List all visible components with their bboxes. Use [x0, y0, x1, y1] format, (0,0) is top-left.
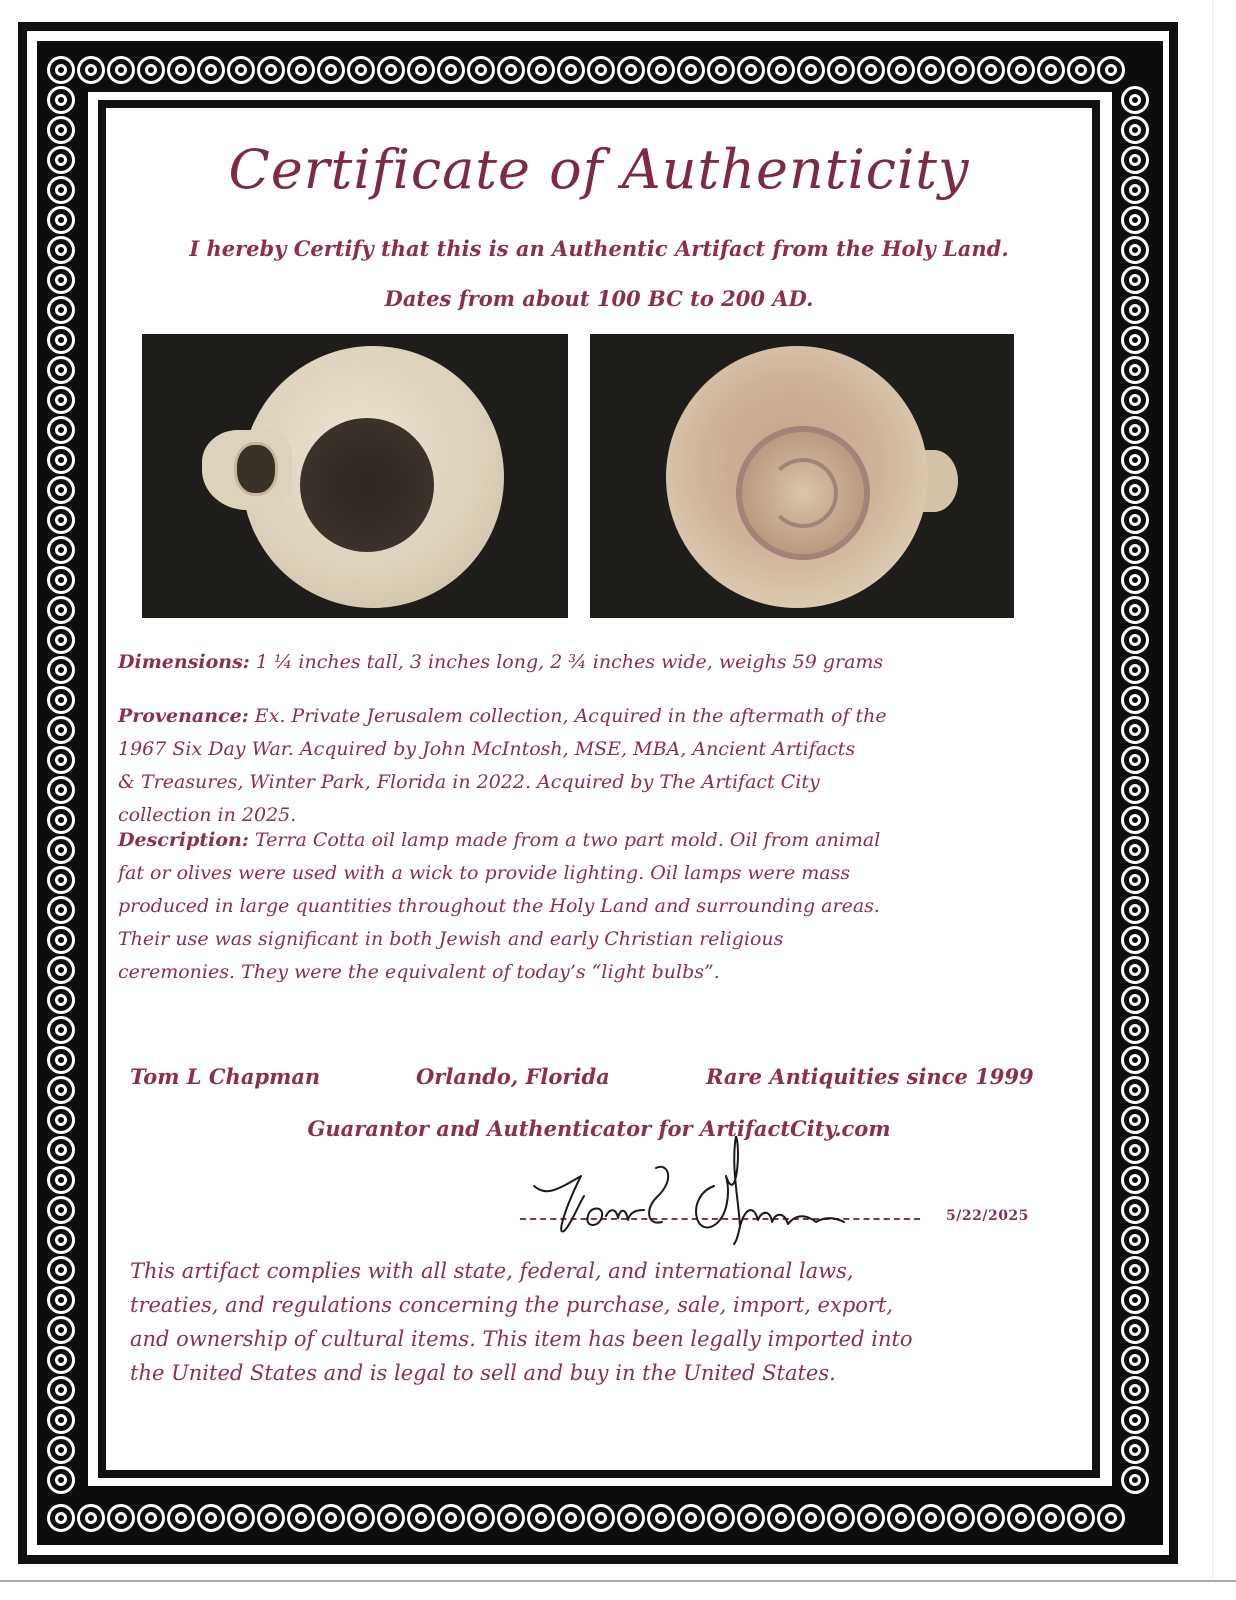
border-ring-icon: [1121, 356, 1149, 384]
border-ring-icon: [167, 56, 195, 84]
border-ring-icon: [887, 56, 915, 84]
border-ring-icon: [47, 536, 75, 564]
border-ring-icon: [1121, 1286, 1149, 1314]
border-ring-icon: [1121, 926, 1149, 954]
page-bottom-edge: [0, 1580, 1236, 1582]
border-ring-icon: [1007, 1504, 1035, 1532]
lamp-wick-hole-icon: [234, 442, 278, 496]
border-ring-icon: [227, 56, 255, 84]
border-ring-icon: [1121, 266, 1149, 294]
signer-since: Rare Antiquities since 1999: [706, 1064, 1034, 1089]
border-ring-icon: [737, 56, 765, 84]
border-ring-icon: [1121, 836, 1149, 864]
border-ring-icon: [797, 56, 825, 84]
border-ring-icon: [1121, 806, 1149, 834]
border-ring-icon: [1121, 1406, 1149, 1434]
border-ring-icon: [497, 1504, 525, 1532]
provenance-line: & Treasures, Winter Park, Florida in 2022. Acquired by The Artifact City: [118, 771, 820, 793]
signer-location: Orlando, Florida: [416, 1064, 610, 1089]
border-ring-icon: [1121, 146, 1149, 174]
border-ring-icon: [707, 56, 735, 84]
description-line: produced in large quantities throughout the Holy Land and surrounding areas.: [118, 895, 880, 917]
dimensions-label: Dimensions:: [118, 651, 250, 673]
border-ring-icon: [827, 1504, 855, 1532]
border-ring-icon: [47, 116, 75, 144]
border-ring-icon: [1121, 596, 1149, 624]
border-ring-icon: [617, 56, 645, 84]
border-ring-icon: [47, 926, 75, 954]
border-ring-icon: [47, 956, 75, 984]
border-ring-icon: [437, 1504, 465, 1532]
border-ring-icon: [47, 56, 75, 84]
border-ring-icon: [47, 716, 75, 744]
border-ring-icon: [347, 56, 375, 84]
border-ring-icon: [47, 806, 75, 834]
border-ring-icon: [857, 56, 885, 84]
border-ring-icon: [1121, 206, 1149, 234]
border-ring-icon: [1121, 1016, 1149, 1044]
border-ring-icon: [437, 56, 465, 84]
border-ring-icon: [1121, 506, 1149, 534]
border-ring-icon: [47, 1466, 75, 1494]
border-ring-icon: [647, 1504, 675, 1532]
border-ring-icon: [1121, 746, 1149, 774]
border-ring-icon: [47, 236, 75, 264]
border-ring-icon: [767, 1504, 795, 1532]
border-ring-icon: [767, 56, 795, 84]
border-ring-icon: [587, 56, 615, 84]
border-ring-icon: [197, 56, 225, 84]
compliance-line: the United States and is legal to sell and buy in the United States.: [130, 1361, 836, 1385]
provenance-line: Ex. Private Jerusalem collection, Acquired in the aftermath of the: [248, 705, 887, 727]
border-ring-icon: [47, 1046, 75, 1074]
border-ring-icon: [587, 1504, 615, 1532]
border-ring-icon: [317, 1504, 345, 1532]
border-ring-icon: [1121, 1136, 1149, 1164]
border-ring-icon: [1121, 1256, 1149, 1284]
border-ring-icon: [1121, 896, 1149, 924]
provenance-line: collection in 2025.: [118, 804, 297, 826]
border-ring-icon: [47, 836, 75, 864]
border-ring-icon: [1007, 56, 1035, 84]
border-ring-icon: [227, 1504, 255, 1532]
border-ring-icon: [47, 1196, 75, 1224]
border-ring-icon: [1121, 536, 1149, 564]
border-ring-icon: [617, 1504, 645, 1532]
description-line: fat or olives were used with a wick to provide lighting. Oil lamps were mass: [118, 862, 851, 884]
border-ring-icon: [467, 56, 495, 84]
handwritten-signature-icon: [526, 1136, 886, 1246]
border-ring-icon: [857, 1504, 885, 1532]
certificate-content: [106, 108, 1092, 1470]
border-rings-left: [46, 85, 76, 1495]
border-ring-icon: [1121, 956, 1149, 984]
description-section: [118, 824, 1048, 989]
border-ring-icon: [47, 1286, 75, 1314]
border-ring-icon: [47, 386, 75, 414]
border-ring-icon: [1121, 1196, 1149, 1224]
border-ring-icon: [1121, 626, 1149, 654]
border-ring-icon: [1121, 416, 1149, 444]
border-ring-icon: [47, 416, 75, 444]
page-right-edge: [1212, 0, 1213, 1580]
border-ring-icon: [107, 56, 135, 84]
border-ring-icon: [167, 1504, 195, 1532]
border-ring-icon: [677, 56, 705, 84]
border-ring-icon: [1121, 1166, 1149, 1194]
border-ring-icon: [977, 1504, 1005, 1532]
border-ring-icon: [407, 56, 435, 84]
border-ring-icon: [47, 1106, 75, 1134]
border-ring-icon: [47, 326, 75, 354]
dimensions-text: 1 ¼ inches tall, 3 inches long, 2 ¾ inches wide, weighs 59 grams: [249, 651, 884, 673]
border-ring-icon: [1121, 986, 1149, 1014]
border-ring-icon: [467, 1504, 495, 1532]
compliance-line: treaties, and regulations concerning the purchase, sale, import, export,: [130, 1293, 894, 1317]
signer-name: Tom L Chapman: [130, 1064, 321, 1089]
border-ring-icon: [47, 1316, 75, 1344]
border-ring-icon: [47, 686, 75, 714]
border-ring-icon: [407, 1504, 435, 1532]
border-ring-icon: [47, 1166, 75, 1194]
border-ring-icon: [287, 56, 315, 84]
compliance-line: and ownership of cultural items. This item has been legally imported into: [130, 1327, 913, 1351]
signature-date: 5/22/2025: [946, 1208, 1029, 1224]
border-ring-icon: [1121, 86, 1149, 114]
border-ring-icon: [1121, 476, 1149, 504]
border-ring-icon: [77, 1504, 105, 1532]
border-ring-icon: [1121, 386, 1149, 414]
border-ring-icon: [1121, 776, 1149, 804]
artifact-photo-bottom: [590, 334, 1014, 618]
provenance-section: [118, 700, 1048, 832]
border-ring-icon: [47, 476, 75, 504]
border-ring-icon: [1121, 716, 1149, 744]
border-ring-icon: [107, 1504, 135, 1532]
border-ring-icon: [1121, 1466, 1149, 1494]
border-ring-icon: [47, 1504, 75, 1532]
border-ring-icon: [47, 866, 75, 894]
border-ring-icon: [1121, 116, 1149, 144]
border-ring-icon: [47, 1406, 75, 1434]
border-ring-icon: [527, 56, 555, 84]
border-ring-icon: [47, 1136, 75, 1164]
lamp-spiral-mark-icon: [768, 458, 838, 528]
border-ring-icon: [977, 56, 1005, 84]
border-ring-icon: [47, 1376, 75, 1404]
border-ring-icon: [47, 1256, 75, 1284]
border-ring-icon: [1037, 1504, 1065, 1532]
border-ring-icon: [557, 56, 585, 84]
compliance-line: This artifact complies with all state, federal, and international laws,: [130, 1259, 854, 1283]
border-ring-icon: [887, 1504, 915, 1532]
border-ring-icon: [47, 86, 75, 114]
border-ring-icon: [1121, 1226, 1149, 1254]
border-ring-icon: [47, 206, 75, 234]
border-ring-icon: [197, 1504, 225, 1532]
border-ring-icon: [917, 1504, 945, 1532]
description-line: ceremonies. They were the equivalent of today’s “light bulbs”.: [118, 961, 720, 983]
border-ring-icon: [47, 656, 75, 684]
border-ring-icon: [377, 56, 405, 84]
border-ring-icon: [47, 776, 75, 804]
border-ring-icon: [1121, 566, 1149, 594]
border-ring-icon: [47, 986, 75, 1014]
border-ring-icon: [1067, 56, 1095, 84]
border-ring-icon: [47, 596, 75, 624]
border-ring-icon: [47, 266, 75, 294]
border-ring-icon: [47, 176, 75, 204]
border-ring-icon: [47, 896, 75, 924]
border-ring-icon: [287, 1504, 315, 1532]
provenance-label: Provenance:: [118, 705, 249, 727]
border-ring-icon: [47, 746, 75, 774]
border-ring-icon: [47, 1076, 75, 1104]
border-ring-icon: [47, 1226, 75, 1254]
border-ring-icon: [1097, 56, 1125, 84]
border-ring-icon: [377, 1504, 405, 1532]
lamp-filling-hole-icon: [300, 418, 434, 552]
compliance-statement: [130, 1254, 1070, 1390]
border-ring-icon: [1121, 446, 1149, 474]
border-ring-icon: [527, 1504, 555, 1532]
border-ring-icon: [77, 56, 105, 84]
border-ring-icon: [1121, 1376, 1149, 1404]
border-ring-icon: [47, 566, 75, 594]
border-ring-icon: [797, 1504, 825, 1532]
guarantor-statement: Guarantor and Authenticator for ArtifactCity.com: [307, 1116, 891, 1141]
border-ring-icon: [1121, 1046, 1149, 1074]
border-ring-icon: [317, 56, 345, 84]
border-rings-top: [46, 55, 1126, 85]
border-ring-icon: [47, 446, 75, 474]
border-ring-icon: [47, 356, 75, 384]
border-ring-icon: [1121, 686, 1149, 714]
border-rings-bottom: [46, 1503, 1126, 1533]
border-rings-right: [1120, 85, 1150, 1495]
border-ring-icon: [1121, 296, 1149, 324]
border-ring-icon: [1121, 1316, 1149, 1344]
border-ring-icon: [1037, 56, 1065, 84]
description-line: Terra Cotta oil lamp made from a two part mold. Oil from animal: [248, 829, 881, 851]
border-ring-icon: [257, 1504, 285, 1532]
border-ring-icon: [647, 56, 675, 84]
border-ring-icon: [707, 1504, 735, 1532]
date-range: Dates from about 100 BC to 200 AD.: [384, 286, 814, 311]
border-ring-icon: [47, 296, 75, 324]
border-ring-icon: [47, 506, 75, 534]
border-ring-icon: [1121, 866, 1149, 894]
border-ring-icon: [1097, 1504, 1125, 1532]
border-ring-icon: [1121, 1346, 1149, 1374]
dimensions-section: [118, 646, 1048, 679]
border-ring-icon: [737, 1504, 765, 1532]
border-ring-icon: [1121, 1106, 1149, 1134]
border-ring-icon: [1121, 176, 1149, 204]
border-ring-icon: [917, 56, 945, 84]
border-ring-icon: [827, 56, 855, 84]
border-ring-icon: [1067, 1504, 1095, 1532]
border-ring-icon: [47, 1436, 75, 1464]
provenance-line: 1967 Six Day War. Acquired by John McIntosh, MSE, MBA, Ancient Artifacts: [118, 738, 856, 760]
border-ring-icon: [677, 1504, 705, 1532]
border-ring-icon: [1121, 1076, 1149, 1104]
border-ring-icon: [557, 1504, 585, 1532]
border-ring-icon: [47, 626, 75, 654]
description-label: Description:: [118, 829, 249, 851]
certificate-title: Certificate of Authenticity: [228, 138, 970, 201]
border-ring-icon: [1121, 656, 1149, 684]
border-ring-icon: [347, 1504, 375, 1532]
certify-statement: I hereby Certify that this is an Authentic Artifact from the Holy Land.: [189, 236, 1009, 261]
border-ring-icon: [257, 56, 285, 84]
border-ring-icon: [1121, 1436, 1149, 1464]
border-ring-icon: [47, 1346, 75, 1374]
description-line: Their use was significant in both Jewish and early Christian religious: [118, 928, 784, 950]
border-ring-icon: [137, 56, 165, 84]
artifact-photo-top: [142, 334, 568, 618]
border-ring-icon: [947, 1504, 975, 1532]
border-ring-icon: [1121, 326, 1149, 354]
border-ring-icon: [497, 56, 525, 84]
border-ring-icon: [947, 56, 975, 84]
border-ring-icon: [47, 1016, 75, 1044]
border-ring-icon: [1121, 236, 1149, 264]
border-ring-icon: [47, 146, 75, 174]
border-ring-icon: [137, 1504, 165, 1532]
